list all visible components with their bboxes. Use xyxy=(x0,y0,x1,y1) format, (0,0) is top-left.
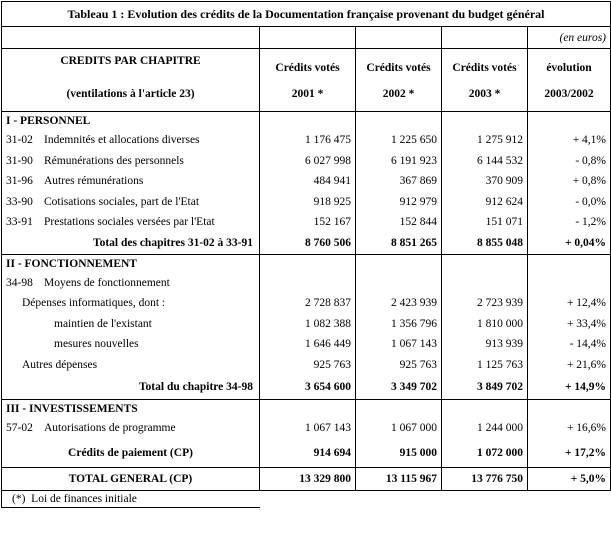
header-col5-line1: évolution xyxy=(546,62,592,74)
row-code: 33-91 xyxy=(6,216,33,229)
cell-evolution: + 4,1% xyxy=(528,130,611,151)
unit-label: (en euros) xyxy=(528,27,611,49)
cell-2001: 1 067 143 xyxy=(260,418,356,439)
cell-2001: 1 082 388 xyxy=(260,314,356,335)
total-label: Total du chapitre 34-98 xyxy=(2,375,260,400)
row-label: Rémunérations des personnels xyxy=(44,154,184,167)
total-2003: 8 855 048 xyxy=(442,233,528,255)
cell-evolution: - 0,8% xyxy=(528,151,611,172)
cell-2002: 1 067 143 xyxy=(356,334,442,355)
table-row xyxy=(2,293,611,314)
row-code: 31-90 xyxy=(6,154,33,167)
budget-table-page xyxy=(0,1,611,551)
row-label: mesures nouvelles xyxy=(2,334,260,355)
cell-2003: 1 125 763 xyxy=(442,355,528,376)
table-row xyxy=(2,314,611,335)
table-title: Tableau 1 : Evolution des crédits de la Documentation française provenant du budget général xyxy=(2,2,611,27)
cell-2001: 484 941 xyxy=(260,171,356,192)
cell-2002: 1 225 650 xyxy=(356,130,442,151)
total-2001: 3 654 600 xyxy=(260,375,356,400)
row-label: Autres dépenses xyxy=(2,355,260,376)
cell-evolution: + 16,6% xyxy=(528,418,611,439)
cell-2003: 6 144 532 xyxy=(442,151,528,172)
row-label: Prestations sociales versées par l'Etat xyxy=(44,216,215,229)
total-evolution: + 0,04% xyxy=(528,233,611,255)
total-row-cp xyxy=(2,439,611,468)
cell-2001: 925 763 xyxy=(260,355,356,376)
total-2003: 1 072 000 xyxy=(442,439,528,468)
cell-2002: 925 763 xyxy=(356,355,442,376)
cell-2001: 152 167 xyxy=(260,212,356,233)
cell-evolution: - 1,2% xyxy=(528,212,611,233)
grand-total-evolution: + 5,0% xyxy=(528,467,611,490)
row-code: 31-96 xyxy=(6,175,33,188)
footnote-text: Loi de finances initiale xyxy=(31,492,137,505)
total-2003: 3 849 702 xyxy=(442,375,528,400)
cell-2003: 370 909 xyxy=(442,171,528,192)
cell-2002: 2 423 939 xyxy=(356,293,442,314)
total-2002: 8 851 265 xyxy=(356,233,442,255)
cell-2002: 1 356 796 xyxy=(356,314,442,335)
cell-2003: 913 939 xyxy=(442,334,528,355)
cell-2003: 2 723 939 xyxy=(442,293,528,314)
section-investissements-label: III - INVESTISSEMENTS xyxy=(2,400,260,419)
row-code: 57-02 xyxy=(6,422,33,435)
table-row xyxy=(2,192,611,213)
row-code: 34-98 xyxy=(6,276,33,289)
header-col1-line1: CREDITS PAR CHAPITRE xyxy=(60,55,201,67)
cell-2002: 1 067 000 xyxy=(356,418,442,439)
table-row xyxy=(2,418,611,439)
total-label: Crédits de paiement (CP) xyxy=(2,439,260,468)
total-2002: 915 000 xyxy=(356,439,442,468)
cell-evolution: - 14,4% xyxy=(528,334,611,355)
footnote-mark: (*) xyxy=(12,492,26,505)
cell-2003: 1 244 000 xyxy=(442,418,528,439)
row-label: Autorisations de programme xyxy=(44,422,176,435)
section-personnel-label: I - PERSONNEL xyxy=(2,112,260,131)
total-2002: 3 349 702 xyxy=(356,375,442,400)
header-col4-line2: 2003 * xyxy=(468,88,501,100)
cell-evolution: - 0,0% xyxy=(528,192,611,213)
row-code: 31-02 xyxy=(6,134,33,147)
cell-2001: 1 176 475 xyxy=(260,130,356,151)
row-code: 33-90 xyxy=(6,195,33,208)
cell-2001: 6 027 998 xyxy=(260,151,356,172)
row-label: Dépenses informatiques, dont : xyxy=(2,293,260,314)
table-row xyxy=(2,212,611,233)
table-row xyxy=(2,151,611,172)
section-fonctionnement-label: II - FONCTIONNEMENT xyxy=(2,254,260,273)
header-col3-line1: Crédits votés xyxy=(366,62,431,74)
total-row-fonctionnement xyxy=(2,375,611,400)
table-row xyxy=(2,273,611,294)
total-2001: 914 694 xyxy=(260,439,356,468)
cell-2002: 367 869 xyxy=(356,171,442,192)
cell-evolution: + 12,4% xyxy=(528,293,611,314)
total-2001: 8 760 506 xyxy=(260,233,356,255)
cell-evolution: + 0,8% xyxy=(528,171,611,192)
grand-total-2003: 13 776 750 xyxy=(442,467,528,490)
table-row xyxy=(2,171,611,192)
row-label: Cotisations sociales, part de l'Etat xyxy=(44,195,200,208)
grand-total-2001: 13 329 800 xyxy=(260,467,356,490)
cell-2003: 151 071 xyxy=(442,212,528,233)
cell-2002: 152 844 xyxy=(356,212,442,233)
row-label: Indemnités et allocations diverses xyxy=(44,134,200,147)
cell-2002: 912 979 xyxy=(356,192,442,213)
footnote xyxy=(2,490,260,507)
header-col1-line2: (ventilations à l'article 23) xyxy=(66,88,195,100)
row-label: Autres rémunérations xyxy=(44,175,144,188)
cell-2003: 1 810 000 xyxy=(442,314,528,335)
header-col5-line2: 2003/2002 xyxy=(544,88,594,100)
cell-evolution: + 33,4% xyxy=(528,314,611,335)
header-col2-line1: Crédits votés xyxy=(275,62,340,74)
budget-table xyxy=(1,1,611,508)
total-evolution: + 17,2% xyxy=(528,439,611,468)
header-col4-line1: Crédits votés xyxy=(452,62,517,74)
table-row xyxy=(2,130,611,151)
cell-evolution: + 21,6% xyxy=(528,355,611,376)
table-row xyxy=(2,334,611,355)
row-label: maintien de l'existant xyxy=(2,314,260,335)
cell-2001: 918 925 xyxy=(260,192,356,213)
table-row xyxy=(2,355,611,376)
cell-2003: 1 275 912 xyxy=(442,130,528,151)
row-label: Moyens de fonctionnement xyxy=(44,276,170,289)
total-evolution: + 14,9% xyxy=(528,375,611,400)
grand-total-row xyxy=(2,467,611,490)
total-row-personnel xyxy=(2,233,611,255)
cell-2002: 6 191 923 xyxy=(356,151,442,172)
total-label: Total des chapitres 31-02 à 33-91 xyxy=(2,233,260,255)
header-col3-line2: 2002 * xyxy=(382,88,415,100)
cell-2001: 1 646 449 xyxy=(260,334,356,355)
grand-total-2002: 13 115 967 xyxy=(356,467,442,490)
grand-total-label: TOTAL GENERAL (CP) xyxy=(2,467,260,490)
cell-2001: 2 728 837 xyxy=(260,293,356,314)
cell-2003: 912 624 xyxy=(442,192,528,213)
header-col2-line2: 2001 * xyxy=(291,88,324,100)
